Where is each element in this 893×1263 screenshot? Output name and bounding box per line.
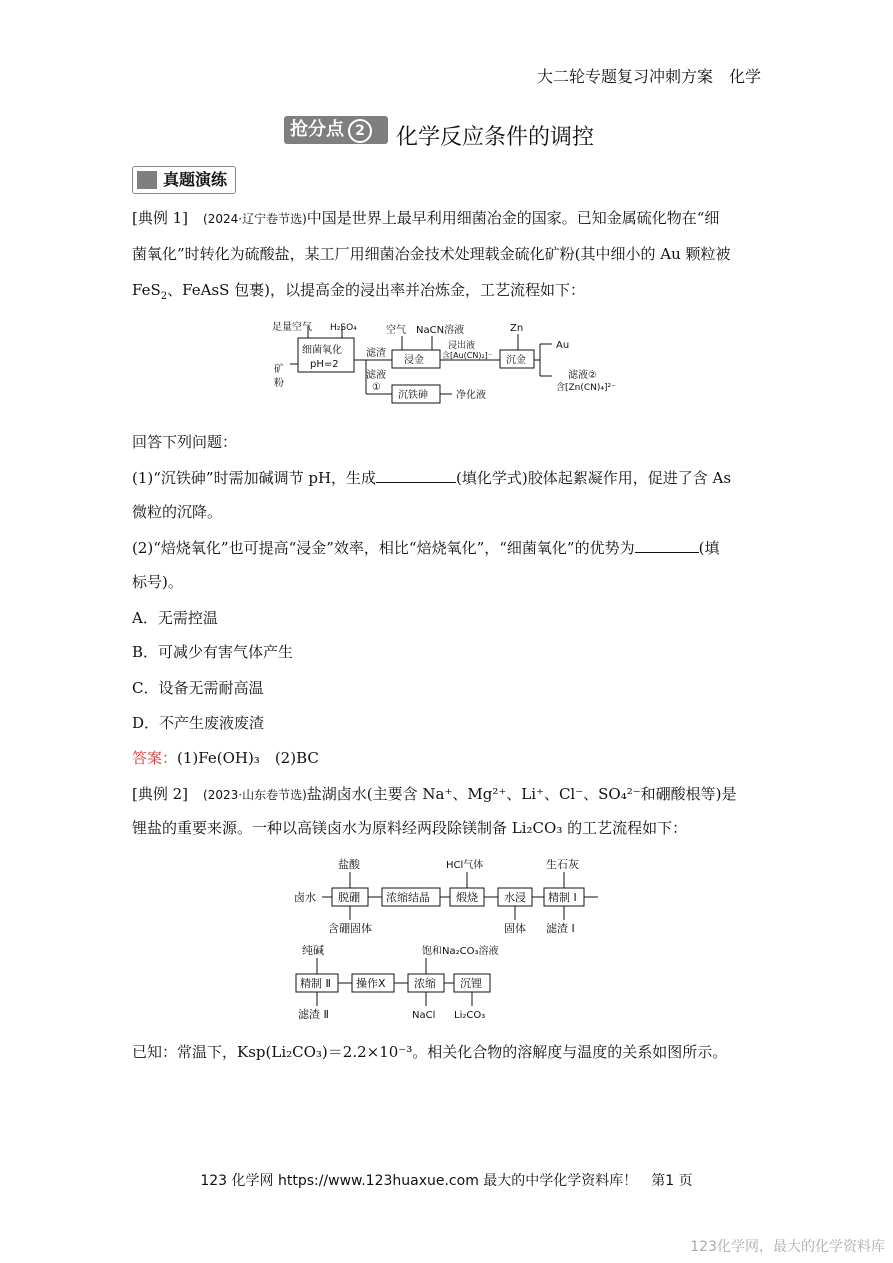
- label-hcl: 盐酸: [338, 858, 360, 871]
- label-na2co3: 饱和Na₂CO₃溶液: [422, 946, 499, 957]
- ex1-q1c: 微粒的沉降。: [132, 503, 223, 521]
- flowchart-1: [268, 318, 628, 410]
- label-b9out: Li₂CO₃: [454, 1010, 486, 1021]
- label-box3: 沉金: [506, 355, 526, 366]
- ex2-line1: [132, 782, 762, 807]
- ex2-text1: 盐湖卤水(主要含 Na⁺、Mg²⁺、Li⁺、Cl⁻、SO₄²⁻和硼酸根等)是: [306, 785, 737, 803]
- section-heading: [132, 166, 236, 194]
- answer-label: 答案：: [132, 749, 178, 767]
- label-brine: 卤水: [294, 891, 316, 904]
- label-soda: 纯碱: [302, 944, 324, 957]
- label-b2: 浓缩结晶: [386, 891, 430, 904]
- label-b8out: NaCl: [412, 1010, 436, 1021]
- ex1-line2: 菌氧化”时转化为硫酸盐，某工厂用细菌冶金技术处理载金硫化矿粉(其中细小的 Au 颗粒被: [132, 245, 731, 263]
- ex1-fes-sub: 2: [160, 291, 168, 302]
- ex1-answer: [132, 746, 762, 770]
- page-title: 化学反应条件的调控: [396, 125, 595, 150]
- ex1-line1: [132, 206, 762, 231]
- label-b9: 沉锂: [460, 977, 482, 990]
- ex1-tag: [典例 1]: [132, 209, 189, 227]
- label-air2: 空气: [386, 325, 406, 336]
- label-b8: 浓缩: [414, 977, 436, 990]
- label-residue: 滤渣: [366, 348, 386, 359]
- label-b7: 操作X: [356, 977, 386, 990]
- label-au: Au: [556, 340, 570, 351]
- label-b4out: 固体: [504, 922, 526, 935]
- banner-number: 2: [348, 119, 372, 143]
- ex1-ask: 回答下列问题：: [132, 433, 238, 451]
- section-banner: [284, 116, 388, 144]
- label-b1: 脱硼: [338, 891, 360, 904]
- label-leach1: 浸出液: [448, 341, 476, 351]
- ex2-tag: [典例 2]: [132, 785, 189, 803]
- answer-text: (1)Fe(OH)₃ (2)BC: [177, 749, 319, 767]
- ex1-source: (2024·辽宁卷节选): [203, 212, 307, 226]
- flowchart-2: [290, 852, 610, 1028]
- q1-text-b: (填化学式)胶体起絮凝作用，促进了含 As: [456, 469, 732, 487]
- q1-text-a: (1)“沉铁砷”时需加碱调节 pH，生成: [132, 469, 377, 487]
- label-b4: 水浸: [504, 891, 526, 904]
- option-c: C．设备无需耐高温: [132, 679, 264, 697]
- ex1-q1: [132, 466, 762, 490]
- q2-text-a: (2)“焙烧氧化”也可提高“浸金”效率，相比“焙烧氧化”，“细菌氧化”的优势为: [132, 539, 635, 557]
- label-zn: Zn: [510, 323, 524, 334]
- label-box1b: pH=2: [310, 359, 339, 370]
- label-filtrate-no: ①: [372, 382, 381, 393]
- ex1-line3: [132, 278, 762, 309]
- book-icon: [137, 171, 157, 189]
- label-filtrate2b: 含[Zn(CN)₄]²⁻: [556, 383, 616, 393]
- ex2-line2: 锂盐的重要来源。一种以高镁卤水为原料经两段除镁制备 Li₂CO₃ 的工艺流程如下：: [132, 819, 688, 837]
- banner-label: 抢分点: [290, 119, 344, 140]
- label-b5out: 滤渣 Ⅰ: [546, 922, 575, 935]
- ex1-q2: [132, 536, 762, 560]
- label-h2so4: H₂SO₄: [330, 323, 357, 333]
- label-b6: 精制 Ⅱ: [300, 977, 331, 990]
- label-b5: 精制 Ⅰ: [548, 891, 577, 904]
- ex1-text3: 、FeAsS 包裹)，以提高金的浸出率并冶炼金，工艺流程如下：: [167, 281, 586, 299]
- label-b6out: 滤渣 Ⅱ: [298, 1008, 329, 1021]
- label-b3: 煅烧: [456, 891, 478, 904]
- section-label: 真题演练: [163, 170, 228, 189]
- label-b1out: 含硼固体: [328, 922, 372, 935]
- ex2-known: 已知：常温下，Ksp(Li₂CO₃)＝2.2×10⁻³。相关化合物的溶解度与温度的关系如图所示。: [132, 1043, 728, 1061]
- label-box4: 沉铁砷: [398, 390, 428, 401]
- ex1-text1: 中国是世界上最早利用细菌冶金的国家。已知金属硫化物在“细: [306, 209, 720, 227]
- label-hclgas: HCl气体: [446, 860, 484, 871]
- label-filtrate2: 滤液②: [568, 370, 597, 381]
- label-ore2: 粉: [274, 378, 284, 389]
- ex2-source: (2023·山东卷节选): [203, 788, 307, 802]
- label-clean: 净化液: [456, 390, 486, 401]
- label-ore: 矿: [274, 364, 284, 375]
- ex1-fes: FeS: [132, 281, 161, 299]
- running-header: 大二轮专题复习冲刺方案 化学: [536, 67, 761, 86]
- label-lime: 生石灰: [546, 858, 579, 871]
- q2-text-b: (填: [698, 539, 720, 557]
- ex1-q2c: 标号)。: [132, 573, 183, 591]
- page-footer: 123 化学网 https://www.123huaxue.com 最大的中学化学资料库！ 第1 页: [200, 1173, 693, 1189]
- label-filtrate: 滤液: [366, 370, 386, 381]
- label-box2: 浸金: [404, 355, 424, 366]
- label-leach2: 含[Au(CN)₂]⁻: [442, 351, 493, 360]
- option-b: B．可减少有害气体产生: [132, 643, 294, 661]
- label-air: 足量空气: [272, 322, 312, 333]
- label-nacn: NaCN溶液: [416, 325, 465, 336]
- q1-blank: [376, 466, 456, 483]
- option-d: D．不产生废液废渣: [132, 714, 265, 732]
- watermark: 123化学网，最大的化学资料库: [690, 1239, 885, 1255]
- label-box1a: 细菌氧化: [302, 345, 342, 356]
- q2-blank: [635, 536, 699, 553]
- option-a: A．无需控温: [132, 609, 218, 627]
